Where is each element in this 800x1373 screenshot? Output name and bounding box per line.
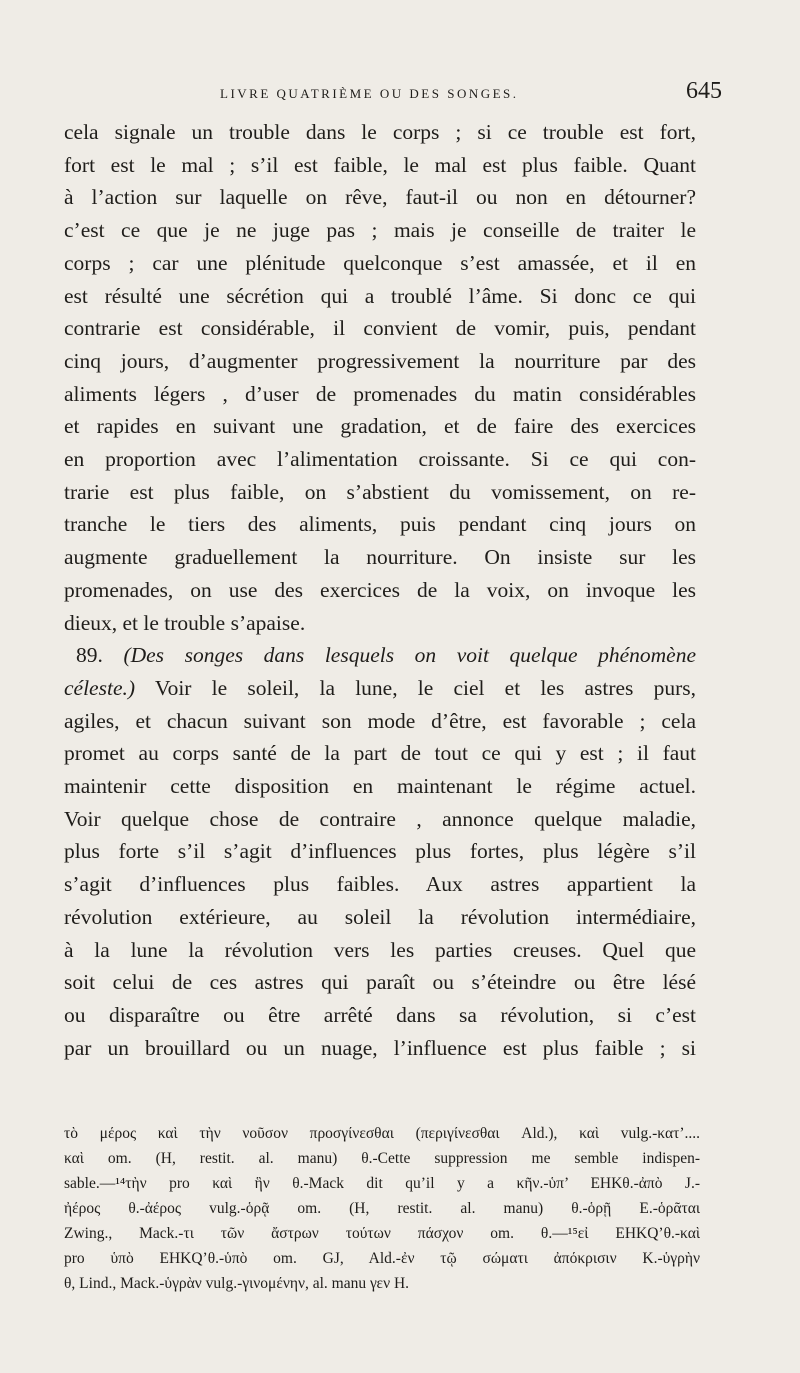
section-heading-line (64, 639, 696, 672)
text-line: Voir quelque chose de contraire , annonce quelque maladie, (64, 806, 696, 831)
text-line: contrarie est considérable, il convient de vomir, puis, pendant (64, 316, 696, 341)
footnote-line: θ, Lind., Mack.-ὑγρὰν vulg.-γινομένην, al. manu γεν H. (64, 1275, 410, 1292)
running-head (60, 78, 722, 112)
footnote-line: ἠέρος θ.-ἀέρος vulg.-ὁρᾷ om. (H, restit. al. manu) θ.-ὁρῇ E.-ὁρᾶται (64, 1200, 700, 1217)
text-line (64, 672, 696, 705)
text-line: à la lune la révolution vers les parties creuses. Quel que (64, 937, 696, 962)
text-line: soit celui de ces astres qui paraît ou s’éteindre ou être lésé (64, 970, 696, 995)
text-line: c’est ce que je ne juge pas ; mais je conseille de traiter le (64, 218, 696, 243)
section-heading-continued: céleste.) (64, 675, 136, 700)
footnote-line: sable.—¹⁴τὴν pro καὶ ἣν θ.-Mack dit qu’il y a κῆν.-ὑπ’ EHKθ.-ἀπὸ J.- (64, 1175, 700, 1192)
running-head-title: LIVRE QUATRIÈME OU DES SONGES. (220, 86, 519, 101)
text-line: ou disparaître ou être arrêté dans sa révolution, si c’est (64, 1002, 696, 1027)
text-line: s’agit d’influences plus faibles. Aux astres appartient la (64, 872, 696, 897)
footnote-line: Zwing., Mack.-τι τῶν ἄστρων τούτων πάσχον om. θ.—¹⁵εἰ EHKQ’θ.-καὶ (64, 1225, 700, 1242)
section-heading: (Des songes dans lesquels on voit quelque phénomène (123, 643, 697, 668)
text-line: maintenir cette disposition en maintenant le régime actuel. (64, 774, 696, 799)
text-line: cela signale un trouble dans le corps ; si ce trouble est fort, (64, 120, 696, 144)
text-line: par un brouillard ou un nuage, l’influence est plus faible ; si (64, 1035, 696, 1060)
text-line: révolution extérieure, au soleil la révolution intermédiaire, (64, 904, 696, 929)
text-line: fort est le mal ; s’il est faible, le mal est plus faible. Quant (64, 152, 696, 177)
text-line: à l’action sur laquelle on rêve, faut-il ou non en détourner? (64, 185, 696, 210)
text-line: corps ; car une plénitude quelconque s’est amassée, et il en (64, 250, 696, 275)
text-line: plus forte s’il s’agit d’influences plus fortes, plus légère s’il (64, 839, 696, 864)
text-line: cinq jours, d’augmenter progressivement la nourriture par des (64, 348, 696, 373)
text-line: tranche le tiers des aliments, puis pendant cinq jours on (64, 512, 696, 537)
section-number: 89. (76, 643, 103, 668)
footnote-line: pro ὑπὸ EHKQ’θ.-ὑπὸ om. GJ, Ald.-ἐν τῷ σώματι ἀπόκρισιν K.-ὑγρὴν (64, 1250, 700, 1267)
main-text (64, 116, 696, 1064)
footnote-line: τὸ μέρος καὶ τὴν νοῦσον προσγίνεσθαι (περιγίνεσθαι Ald.), καὶ vulg.-κατ’.... (64, 1125, 700, 1142)
text-line: en proportion avec l’alimentation croissante. Si ce qui con- (64, 447, 696, 472)
text-line: promet au corps santé de la part de tout ce qui y est ; il faut (64, 741, 696, 766)
text-line: aliments légers , d’user de promenades du matin considérables (64, 381, 696, 406)
text-line: et rapides en suivant une gradation, et de faire des exercices (64, 414, 696, 439)
text-line: augmente graduellement la nourriture. On insiste sur les (64, 545, 696, 570)
text-line: trarie est plus faible, on s’abstient du vomissement, on re- (64, 479, 696, 504)
section-text-start: Voir le soleil, la lune, le ciel et les astres purs, (135, 675, 696, 700)
footnote-line: καὶ om. (H, restit. al. manu) θ.-Cette suppression me semble indispen- (64, 1150, 700, 1167)
text-line: agiles, et chacun suivant son mode d’être, est favorable ; cela (64, 708, 696, 733)
page-number: 645 (686, 78, 722, 104)
text-line: est résulté une sécrétion qui a troublé l’âme. Si donc ce qui (64, 283, 696, 308)
text-line: promenades, on use des exercices de la voix, on invoque les (64, 577, 696, 602)
footnotes (64, 1121, 700, 1296)
text-line: dieux, et le trouble s’apaise. (64, 610, 306, 635)
